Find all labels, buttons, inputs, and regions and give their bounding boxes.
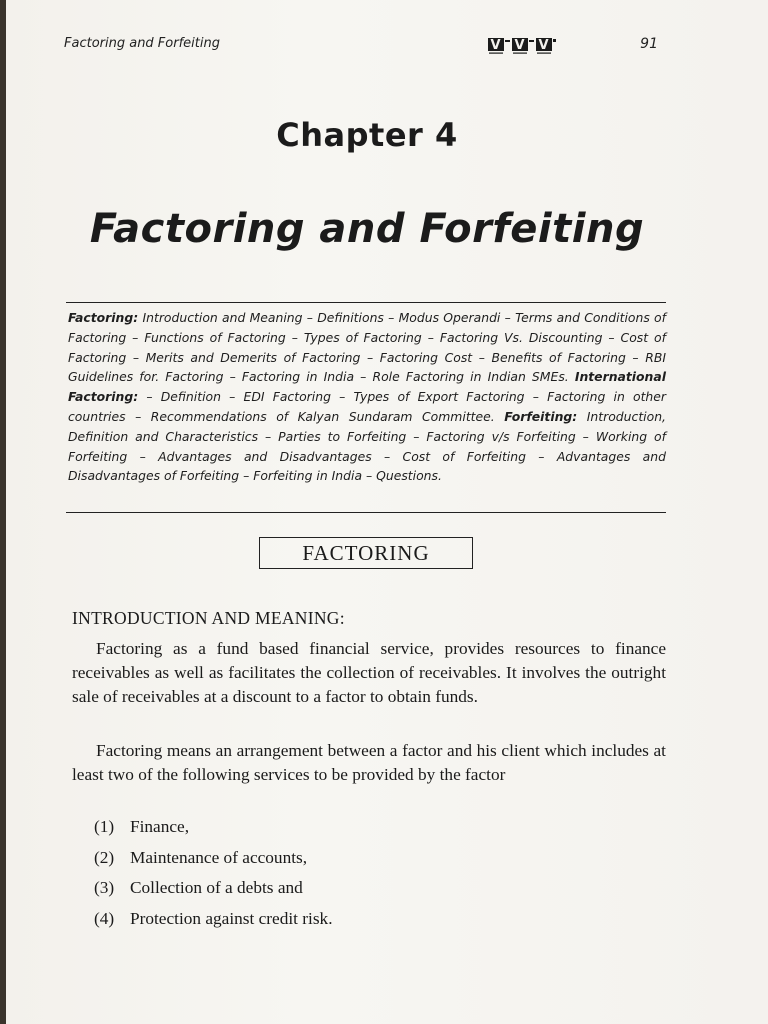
synopsis-topic-label: Factoring:	[68, 310, 139, 325]
logo-letter: V	[538, 38, 549, 53]
list-item	[94, 848, 333, 879]
list-number: (3)	[94, 878, 115, 897]
list-item	[94, 878, 333, 909]
chapter-title: Factoring and Forfeiting	[89, 206, 645, 252]
list-item	[94, 817, 333, 848]
synopsis-top-rule	[66, 302, 666, 303]
list-text: Collection of a debts and	[130, 878, 303, 897]
synopsis-text: Introduction, Definition and Characteristics – Parties to Forfeiting – Factoring v/s Forfeiting – Working of Forfeiting – Advantages and Disadvantages – Cost of Forfeiting – Advantages and Disadvantages of Forfeiting – Forfeiting in India – Questions.	[68, 408, 666, 484]
paragraph: Factoring means an arrangement between a factor and his client which includes at least two of the following services to be provided by the factor	[72, 741, 666, 784]
running-title: Factoring and Forfeiting	[64, 36, 220, 51]
synopsis-bottom-rule	[66, 512, 666, 513]
logo-letter: V	[490, 38, 501, 53]
subheading: INTRODUCTION AND MEANING:	[72, 608, 345, 628]
section-heading: FACTORING	[259, 537, 473, 569]
list-number: (2)	[94, 847, 115, 867]
running-header	[64, 36, 664, 58]
logo-letter: V	[514, 38, 525, 53]
synopsis-topic-label: International Factoring:	[68, 369, 666, 405]
list-number: (4)	[94, 908, 115, 928]
services-list	[94, 817, 333, 939]
list-item	[94, 909, 333, 940]
book-page	[6, 0, 768, 1024]
list-number: (1)	[94, 817, 115, 836]
list-text: Finance,	[130, 817, 190, 836]
synopsis-text: – Definition – EDI Factoring – Types of Export Factoring – Factoring in other countries – Recommendations of Kalyan Sundaram Committee.	[68, 389, 666, 424]
list-text: Protection against credit risk.	[130, 908, 333, 928]
synopsis-topic-label: Forfeiting:	[504, 408, 578, 424]
paragraph: Factoring as a fund based financial service, provides resources to finance receivables as well as facilitates the collection of receivables. It involves the outright sale of receivables at a discount to a factor to obtain funds.	[72, 639, 666, 706]
synopsis-text: Introduction and Meaning – Definitions – Modus Operandi – Terms and Conditions of Factoring – Functions of Factoring – Types of Factoring – Factoring Vs. Discounting – Cost of Factoring – Merits and Demerits of Factoring – Factoring Cost – Benefits of Factoring – RBI Guidelines for. Factoring – Factoring in India – Role Factoring in Indian SMEs.	[68, 310, 666, 385]
publisher-logo-icon	[488, 37, 560, 55]
chapter-label: Chapter 4	[276, 116, 458, 154]
chapter-synopsis	[68, 308, 666, 486]
page-number: 91	[640, 36, 658, 52]
list-text: Maintenance of accounts,	[130, 847, 308, 867]
